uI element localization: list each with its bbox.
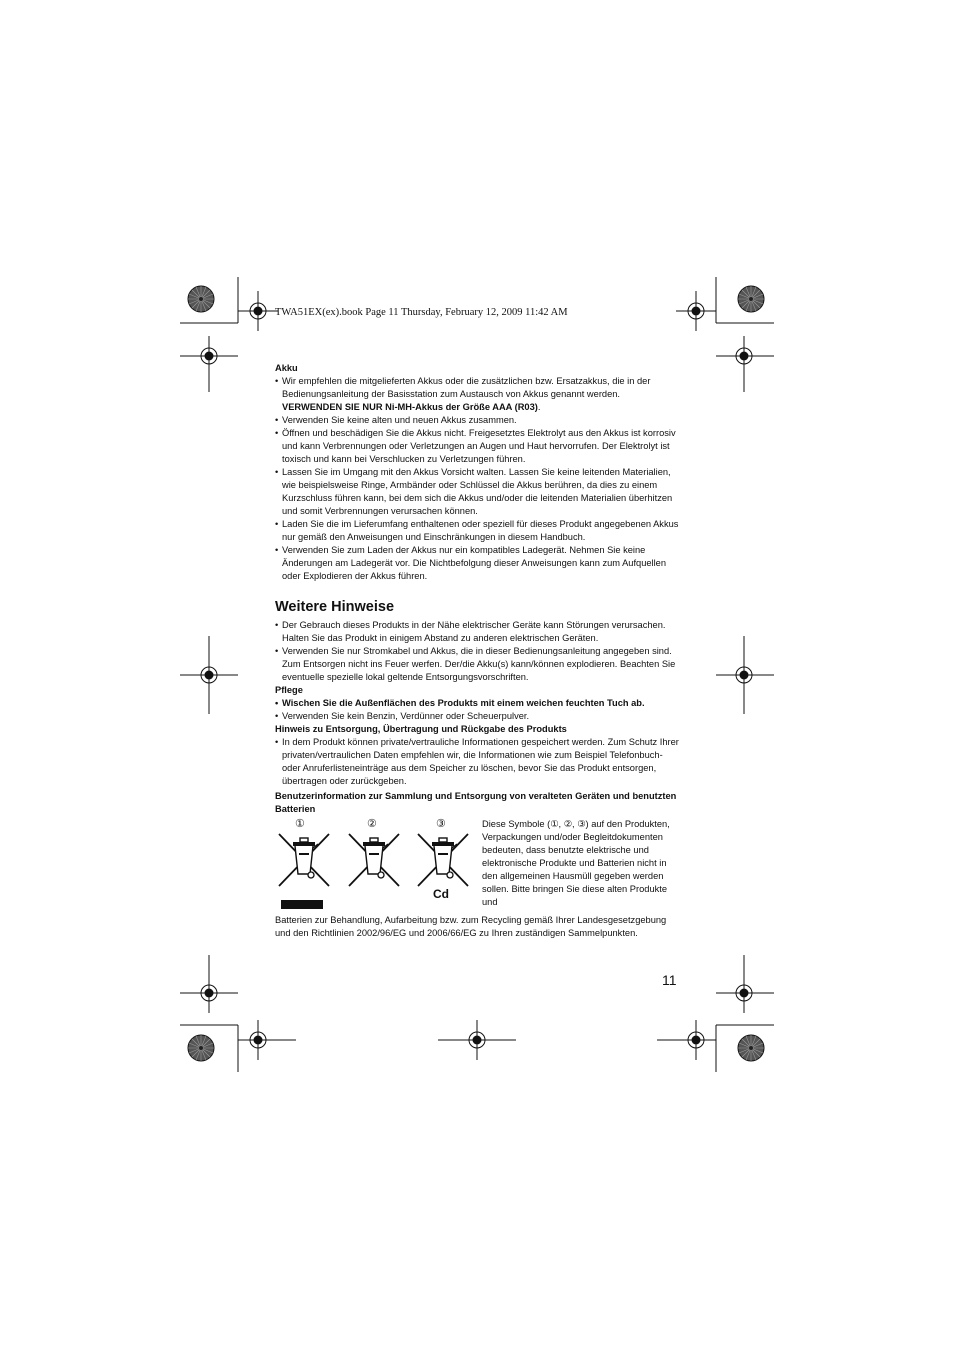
list-item: • Wischen Sie die Außenflächen des Produkts mit einem weichen feuchten Tuch ab. (275, 697, 680, 710)
cd-label: Cd (433, 887, 449, 901)
symbols-continuation: Batterien zur Behandlung, Aufarbeitung bzw. zum Recycling gemäß Ihrer Landesgesetzgebung und den Richtlinien 2002/96/EG und 2006/66/EG zu Ihren zuständigen Sammelpunkten. (275, 915, 667, 938)
list-item: • Verwenden Sie keine alten und neuen Akkus zusammen. (275, 414, 680, 427)
symbols-description: Diese Symbole (①, ②, ③) auf den Produkten, Verpackungen und/oder Begleitdokumenten bedeuten, dass benutzte elektrische und elektronische Produkte und Batterien nicht in den allgemeinen Hausmüll gegeben werden sollen. Bitte bringen Sie diese alten Produkte und (482, 819, 670, 907)
page-content (275, 362, 680, 940)
symbol-number-2: ② (367, 818, 377, 830)
symbol-number-3: ③ (436, 818, 446, 830)
list-item: • In dem Produkt können private/vertrauliche Informationen gespeichert werden. Zum Schutz Ihrer privaten/vertraulichen Daten empfehlen wir, die Informationen wie zum Beispiel Telefonbuch- oder Anruferlisteneinträge aus dem Speicher zu löschen, bevor Sie das Produkt entsorgen, übertragen oder zurückgeben. (275, 736, 680, 788)
weitere-list (275, 619, 680, 684)
page-number: 11 (662, 972, 677, 988)
pflege-list (275, 697, 680, 723)
list-item: • Öffnen und beschädigen Sie die Akkus nicht. Freigesetztes Elektrolyt aus den Akkus ist korrosiv und kann Verbrennungen oder Verletzungen an Augen und Haut hervorrufen. Der Elektrolyt ist toxisch und kann bei Verschlucken zu Verletzungen führen. (275, 427, 680, 466)
hinweis-heading: Hinweis zu Entsorgung, Übertragung und Rückgabe des Produkts (275, 724, 567, 734)
disposal-symbols (275, 818, 475, 914)
benutzer-heading: Benutzerinformation zur Sammlung und Entsorgung von veralteten Geräten und benutzten Batterien (275, 791, 677, 814)
list-item: • Verwenden Sie zum Laden der Akkus nur ein kompatibles Ladegerät. Nehmen Sie keine Änderungen am Ladegerät vor. Die Nichtbefolgung dieser Anweisungen kann zum Aufquellen oder Explodieren der Akkus führen. (275, 544, 680, 583)
list-item: • Der Gebrauch dieses Produkts in der Nähe elektrischer Geräte kann Störungen verursachen. Halten Sie das Produkt in einigem Abstand zu anderen elektrischen Geräten. (275, 619, 680, 645)
list-item: • Wir empfehlen die mitgelieferten Akkus oder die zusätzlichen bzw. Ersatzakkus, die in der Bedienungsanleitung der Basisstation zum Austausch von Akkus genannt werden. VERWENDEN SIE NUR Ni-MH-Akkus der Größe AAA (R03). (275, 375, 680, 414)
disposal-symbols-row (275, 818, 680, 914)
akku-list (275, 375, 680, 583)
hinweis-list (275, 736, 680, 788)
crossed-bin-icon (416, 832, 470, 888)
crossed-bin-icon (347, 832, 401, 888)
pflege-heading: Pflege (275, 685, 303, 695)
akku-heading: Akku (275, 363, 298, 373)
crossed-bin-icon (277, 832, 331, 888)
section-title: Weitere Hinweise (275, 599, 395, 615)
list-item: • Lassen Sie im Umgang mit den Akkus Vorsicht walten. Lassen Sie keine leitenden Materialien, wie beispielsweise Ringe, Armbänder oder Schlüssel die Akkus berühren, da dies zu einem Kurzschluss führen kann, bei dem sich die Akkus und/oder die leitenden Materialien überhitzen und somit Verbrennungen verursachen können. (275, 466, 680, 518)
symbol-number-1: ① (295, 818, 305, 830)
print-header: TWA51EX(ex).book Page 11 Thursday, February 12, 2009 11:42 AM (275, 307, 568, 318)
list-item: • Laden Sie die im Lieferumfang enthaltenen oder speziell für dieses Produkt angegebenen Akkus nur gemäß den Anweisungen und Einschränkungen in diesem Handbuch. (275, 518, 680, 544)
black-bar (281, 900, 323, 909)
list-item: • Verwenden Sie nur Stromkabel und Akkus, die in dieser Bedienungsanleitung angegeben sind. Zum Entsorgen nicht ins Feuer werfen. Der/die Akku(s) kann/können explodieren. Beachten Sie eventuelle spezielle lokal geltende Entsorgungsvorschriften. (275, 645, 680, 684)
list-item: • Verwenden Sie kein Benzin, Verdünner oder Scheuerpulver. (275, 710, 680, 723)
